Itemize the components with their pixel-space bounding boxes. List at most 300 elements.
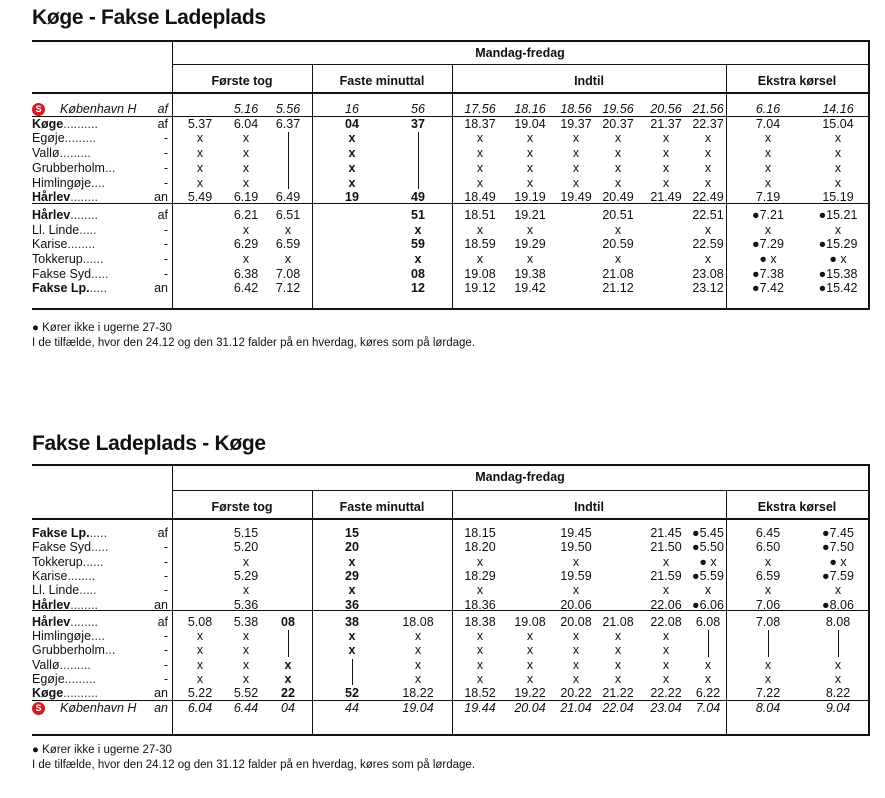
timetable-cell: 19.37 <box>560 116 592 131</box>
station-name: Fakse Lp. <box>32 526 90 540</box>
station-suffix: an <box>154 597 168 612</box>
timetable-cell: 21.04 <box>560 700 592 715</box>
timetable-cell: x <box>764 175 772 190</box>
timetable-cell: x <box>242 146 250 161</box>
timetable-cell: x <box>834 175 842 190</box>
station-suffix: - <box>163 643 168 658</box>
station-leader: ... <box>104 160 116 175</box>
station-leader: .... <box>91 629 105 644</box>
station-leader: ..... <box>79 583 97 598</box>
timetable-cell: 5.49 <box>187 190 213 205</box>
timetable-cell: 22.06 <box>650 597 682 612</box>
timetable-cell: x <box>614 131 622 146</box>
timetable-cell: x <box>242 554 250 569</box>
timetable-cell: x <box>704 222 712 237</box>
timetable-cell: x <box>242 131 250 146</box>
timetable-cell: 22 <box>281 686 295 701</box>
timetable-cell: 08 <box>411 266 425 281</box>
timetable-cell: 8.22 <box>825 686 851 701</box>
timetable-cell: ●15.21 <box>818 207 858 222</box>
station-name: Egøje <box>32 672 65 686</box>
timetable-cell: ●5.45 <box>692 526 724 540</box>
timetable-cell: x <box>242 175 250 190</box>
group-header: Mandag-fredag <box>475 46 565 60</box>
timetable-cell: 7.12 <box>275 281 301 296</box>
timetable-cell: x <box>614 222 622 237</box>
timetable-cell: x <box>196 672 204 686</box>
timetable-cell: x <box>662 629 670 644</box>
timetable-cell: x <box>348 643 356 658</box>
timetable-cell: 6.49 <box>275 190 301 205</box>
station-leader: ........ <box>70 190 99 205</box>
timetable-cell: x <box>764 554 772 569</box>
section-header: Ekstra kørsel <box>757 500 837 514</box>
timetable-cell: x <box>572 146 580 161</box>
station-name: Fakse Syd <box>32 266 92 281</box>
timetable-cell: x <box>614 146 622 161</box>
timetable-cell: x <box>572 672 580 686</box>
timetable-cell: 6.22 <box>695 686 721 701</box>
timetable-cell: x <box>476 146 484 161</box>
timetable-cell: 21.22 <box>602 686 634 701</box>
timetable-cell: x <box>476 643 484 658</box>
section-header: Indtil <box>574 74 604 88</box>
timetable-cell: ●5.50 <box>692 540 724 555</box>
timetable-cell: 19.59 <box>560 568 592 583</box>
timetable-cell: x <box>242 657 250 672</box>
timetable-cell: 15.19 <box>822 190 854 205</box>
timetable-cell: x <box>348 131 356 146</box>
timetable-cell: 18.59 <box>464 237 496 252</box>
station-suffix: - <box>163 266 168 281</box>
timetable-cell: x <box>572 657 580 672</box>
timetable-cell: x <box>348 146 356 161</box>
timetable-cell: 19.08 <box>514 614 546 629</box>
timetable-cell: x <box>476 222 484 237</box>
timetable-cell: x <box>662 583 670 598</box>
timetable-cell: 20 <box>345 540 359 555</box>
station-suffix: - <box>163 568 168 583</box>
timetable-cell: 6.59 <box>755 568 781 583</box>
timetable-cell: x <box>662 554 670 569</box>
timetable-cell: 21.49 <box>650 190 682 205</box>
timetable-cell: x <box>704 175 712 190</box>
section-header: Ekstra kørsel <box>757 74 837 88</box>
station-suffix: - <box>163 629 168 644</box>
timetable-cell: 22.37 <box>692 116 724 131</box>
station-name: Tokkerup <box>32 252 83 266</box>
section-header: Indtil <box>574 500 604 514</box>
timetable-cell: 5.08 <box>187 614 213 629</box>
pass-through-line <box>708 630 709 657</box>
timetable-cell: 5.22 <box>187 686 213 701</box>
column-divider <box>868 40 870 308</box>
column-divider <box>452 490 453 734</box>
timetable-cell: 6.16 <box>755 102 781 116</box>
timetable-cell: x <box>526 222 534 237</box>
station-name: Hårlev <box>32 207 71 222</box>
footnote: ● Kører ikke i ugerne 27-30 <box>32 744 172 756</box>
timetable-cell: 19.22 <box>514 686 546 701</box>
timetable-cell: 20.49 <box>602 190 634 205</box>
timetable-cell: 52 <box>345 686 359 701</box>
timetable-cell: ●6.06 <box>692 597 724 612</box>
timetable-cell: ●15.38 <box>818 266 858 281</box>
pass-through-line <box>838 630 839 657</box>
timetable-cell: 23.04 <box>650 700 682 715</box>
timetable-cell: x <box>196 657 204 672</box>
timetable-cell: x <box>526 146 534 161</box>
timetable-cell: x <box>476 131 484 146</box>
timetable-cell: 20.59 <box>602 237 634 252</box>
timetable-cell: x <box>572 643 580 658</box>
timetable-cell: x <box>704 583 712 598</box>
station-name: Hårlev <box>32 614 71 629</box>
timetable-cell: x <box>764 583 772 598</box>
timetable-cell: 19.49 <box>560 190 592 205</box>
timetable-cell: 8.08 <box>825 614 851 629</box>
timetable-cell: 5.16 <box>233 102 259 116</box>
station-name: København H <box>60 102 137 116</box>
timetable-cell: 19.04 <box>514 116 546 131</box>
group-header: Mandag-fredag <box>475 470 565 484</box>
pass-through-line <box>418 132 419 189</box>
timetable-cell: x <box>834 672 842 686</box>
station-suffix: af <box>157 614 168 629</box>
timetable-cell: x <box>526 672 534 686</box>
pass-through-line <box>288 630 289 657</box>
timetable-cell: ●7.42 <box>752 281 784 296</box>
timetable-cell: 18.38 <box>464 614 496 629</box>
timetable-cell: x <box>572 629 580 644</box>
timetable-cell: x <box>834 222 842 237</box>
timetable-cell: x <box>242 629 250 644</box>
timetable-cell: x <box>662 160 670 175</box>
timetable-cell: 6.38 <box>233 266 259 281</box>
timetable-cell: 17.56 <box>464 102 496 116</box>
station-suffix: - <box>163 672 168 686</box>
station-name: Vallø <box>32 146 60 161</box>
timetable-cell: x <box>704 160 712 175</box>
station-name: Karise <box>32 568 68 583</box>
station-leader: .... <box>91 175 105 190</box>
timetable-cell: x <box>572 554 580 569</box>
timetable-cell: x <box>572 583 580 598</box>
timetable-cell: 22.04 <box>602 700 634 715</box>
timetable-cell: 20.04 <box>514 700 546 715</box>
timetable-cell: 16 <box>345 102 359 116</box>
timetable-cell: 56 <box>411 102 425 116</box>
timetable-cell: x <box>414 643 422 658</box>
station-suffix: - <box>163 554 168 569</box>
station-leader: ......... <box>59 146 91 161</box>
timetable-cell: 37 <box>411 116 425 131</box>
station-name: Vallø <box>32 657 60 672</box>
timetable-cell: ●7.38 <box>752 266 784 281</box>
timetable-cell: x <box>196 629 204 644</box>
station-name: Karise <box>32 237 68 252</box>
timetable-cell: 20.51 <box>602 207 634 222</box>
header-top-rule <box>32 40 870 42</box>
timetable-cell: x <box>704 672 712 686</box>
timetable-cell: 6.21 <box>233 207 259 222</box>
timetable-cell: 18.49 <box>464 190 496 205</box>
timetable-cell: x <box>476 629 484 644</box>
station-suffix: - <box>163 657 168 672</box>
timetable-cell: x <box>476 252 484 266</box>
timetable-cell: 19.19 <box>514 190 546 205</box>
station-leader: ..... <box>89 281 108 296</box>
section-header: Første tog <box>211 500 273 514</box>
timetable-cell: ●15.42 <box>818 281 858 296</box>
timetable-cell: 7.19 <box>755 190 781 205</box>
timetable-cell: 6.45 <box>755 526 781 540</box>
station-leader: ......... <box>64 131 96 146</box>
timetable-cell: x <box>834 583 842 598</box>
timetable-cell: 51 <box>411 207 425 222</box>
station-suffix: - <box>163 583 168 598</box>
station-suffix: an <box>154 281 168 296</box>
timetable-cell: x <box>834 657 842 672</box>
station-name: Himlingøje <box>32 175 92 190</box>
station-name: Grubberholm <box>32 643 105 658</box>
station-leader: ...... <box>82 554 104 569</box>
timetable-cell: 6.37 <box>275 116 301 131</box>
timetable-cell: 49 <box>411 190 425 205</box>
timetable-cell: 20.22 <box>560 686 592 701</box>
timetable-cell: 5.37 <box>187 116 213 131</box>
column-divider <box>312 490 313 734</box>
station-suffix: - <box>163 237 168 252</box>
timetable-cell: 21.56 <box>692 102 724 116</box>
station-name: Ll. Linde <box>32 222 80 237</box>
timetable-cell: 5.29 <box>233 568 259 583</box>
timetable-cell: 19.56 <box>602 102 634 116</box>
timetable-cell: 22.59 <box>692 237 724 252</box>
timetable-cell: 18.29 <box>464 568 496 583</box>
timetable-cell: 29 <box>345 568 359 583</box>
timetable-cell: 7.06 <box>755 597 781 612</box>
timetable-cell: 23.08 <box>692 266 724 281</box>
timetable-cell: 21.12 <box>602 281 634 296</box>
timetable-cell: 15.04 <box>822 116 854 131</box>
timetable-cell: x <box>242 643 250 658</box>
station-leader: ........ <box>70 614 99 629</box>
station-leader: ..... <box>91 266 109 281</box>
timetable-cell: x <box>614 643 622 658</box>
bottom-rule <box>32 308 870 310</box>
station-suffix: an <box>154 190 168 205</box>
timetable-cell: x <box>834 146 842 161</box>
timetable-cell: ●7.21 <box>752 207 784 222</box>
timetable-cell: x <box>662 131 670 146</box>
timetable-cell: x <box>614 657 622 672</box>
station-leader: ... <box>104 643 116 658</box>
timetable-cell: 04 <box>345 116 359 131</box>
timetable-cell: x <box>704 146 712 161</box>
timetable-cell: x <box>414 222 422 237</box>
timetable-cell: 18.16 <box>514 102 546 116</box>
timetable-cell: x <box>614 252 622 266</box>
timetable-cell: 22.51 <box>692 207 724 222</box>
timetable-cell: 21.50 <box>650 540 682 555</box>
timetable-cell: x <box>414 672 422 686</box>
timetable-cell: x <box>284 672 292 686</box>
timetable-cell: 18.52 <box>464 686 496 701</box>
timetable-cell: 18.36 <box>464 597 496 612</box>
timetable-cell: x <box>834 160 842 175</box>
timetable-cell: x <box>242 160 250 175</box>
timetable-cell: 20.37 <box>602 116 634 131</box>
timetable-cell: 20.56 <box>650 102 682 116</box>
table-title: Fakse Ladeplads - Køge <box>32 432 266 455</box>
timetable-cell: x <box>614 672 622 686</box>
station-name: Fakse Syd <box>32 540 92 555</box>
timetable-cell: x <box>414 629 422 644</box>
timetable-cell: ●7.50 <box>822 540 854 555</box>
timetable-cell: x <box>764 222 772 237</box>
timetable-cell: x <box>662 657 670 672</box>
timetable-cell: 22.49 <box>692 190 724 205</box>
timetable-cell: 21.59 <box>650 568 682 583</box>
timetable-cell: x <box>764 131 772 146</box>
timetable-cell: x <box>526 657 534 672</box>
timetable-cell: 18.08 <box>402 614 434 629</box>
timetable-cell: x <box>414 252 422 266</box>
timetable-cell: 5.15 <box>233 526 259 540</box>
timetable-cell: 5.36 <box>233 597 259 612</box>
timetable-cell: 04 <box>281 700 295 715</box>
timetable-cell: x <box>526 160 534 175</box>
timetable-cell: x <box>704 657 712 672</box>
timetable-cell: 7.04 <box>695 700 721 715</box>
station-leader: ........ <box>70 207 99 222</box>
timetable-cell: 20.08 <box>560 614 592 629</box>
station-suffix: an <box>154 686 168 701</box>
station-suffix: af <box>157 102 168 116</box>
timetable-cell: 6.04 <box>233 116 259 131</box>
timetable-cell: 6.51 <box>275 207 301 222</box>
timetable-cell: 36 <box>345 597 359 612</box>
timetable-cell: x <box>764 160 772 175</box>
timetable-cell: x <box>476 554 484 569</box>
timetable-cell: x <box>662 146 670 161</box>
timetable-cell: x <box>614 160 622 175</box>
timetable-cell: 19.45 <box>560 526 592 540</box>
timetable-cell: x <box>834 131 842 146</box>
kbh-overline <box>32 700 870 701</box>
column-divider <box>452 64 453 308</box>
station-suffix: af <box>157 207 168 222</box>
subheader-rule <box>32 92 870 94</box>
timetable-cell: 18.15 <box>464 526 496 540</box>
footnote: ● Kører ikke i ugerne 27-30 <box>32 322 172 334</box>
timetable-cell: 08 <box>281 614 295 629</box>
timetable-cell: x <box>572 131 580 146</box>
timetable-cell: x <box>704 252 712 266</box>
timetable-cell: 7.22 <box>755 686 781 701</box>
timetable-cell: 6.29 <box>233 237 259 252</box>
timetable-cell: x <box>242 583 250 598</box>
timetable-cell: 22.22 <box>650 686 682 701</box>
bottom-rule <box>32 734 870 736</box>
timetable-cell: x <box>284 657 292 672</box>
timetable-cell: 19.29 <box>514 237 546 252</box>
timetable-cell: 18.56 <box>560 102 592 116</box>
timetable-cell: x <box>662 643 670 658</box>
timetable-cell: x <box>242 672 250 686</box>
timetable-cell: x <box>348 160 356 175</box>
timetable-cell: 12 <box>411 281 425 296</box>
timetable-cell: ●8.06 <box>822 597 854 612</box>
timetable-cell: 21.45 <box>650 526 682 540</box>
timetable-cell: x <box>614 175 622 190</box>
station-suffix: an <box>154 700 168 715</box>
kbh-underline <box>32 116 870 117</box>
timetable-cell: ● x <box>759 252 777 266</box>
timetable-cell: x <box>196 160 204 175</box>
timetable-cell: x <box>526 131 534 146</box>
timetable-cell: 8.04 <box>755 700 781 715</box>
timetable-cell: 7.08 <box>755 614 781 629</box>
timetable-cell: 21.08 <box>602 614 634 629</box>
station-name: Køge <box>32 686 64 701</box>
timetable-cell: 15 <box>345 526 359 540</box>
timetable-cell: x <box>242 252 250 266</box>
station-suffix: af <box>157 116 168 131</box>
timetable-cell: ● x <box>829 554 847 569</box>
timetable-cell: x <box>526 629 534 644</box>
footnote: I de tilfælde, hvor den 24.12 og den 31.12 falder på en hverdag, køres som på lørdage. <box>32 759 476 771</box>
timetable-cell: 18.22 <box>402 686 434 701</box>
timetable-cell: 19 <box>345 190 359 205</box>
group-rule <box>172 490 870 491</box>
timetable-cell: 21.08 <box>602 266 634 281</box>
station-leader: .......... <box>63 116 98 131</box>
timetable-cell: x <box>476 160 484 175</box>
station-suffix: - <box>163 175 168 190</box>
timetable-cell: x <box>572 175 580 190</box>
timetable-cell: 44 <box>345 700 359 715</box>
timetable-cell: x <box>764 146 772 161</box>
station-name: Køge <box>32 116 64 131</box>
station-suffix: - <box>163 131 168 146</box>
timetable-cell: 6.19 <box>233 190 259 205</box>
timetable-cell: 19.21 <box>514 207 546 222</box>
station-suffix: - <box>163 252 168 266</box>
timetable-cell: x <box>348 175 356 190</box>
pass-through-line <box>768 630 769 657</box>
timetable-cell: 19.50 <box>560 540 592 555</box>
timetable-cell: 5.56 <box>275 102 301 116</box>
station-name: Grubberholm <box>32 160 105 175</box>
station-name: København H <box>60 700 137 715</box>
timetable-cell: x <box>476 583 484 598</box>
timetable-cell: x <box>196 175 204 190</box>
timetable-cell: 59 <box>411 237 425 252</box>
timetable-cell: x <box>414 657 422 672</box>
column-divider <box>868 464 870 734</box>
timetable-cell: x <box>348 583 356 598</box>
station-suffix: - <box>163 146 168 161</box>
timetable-cell: x <box>348 629 356 644</box>
station-name: Fakse Lp. <box>32 281 90 296</box>
station-suffix: af <box>157 526 168 540</box>
timetable-cell: 6.50 <box>755 540 781 555</box>
timetable-cell: 6.04 <box>187 700 213 715</box>
station-leader: ......... <box>59 657 91 672</box>
timetable-cell: x <box>476 657 484 672</box>
